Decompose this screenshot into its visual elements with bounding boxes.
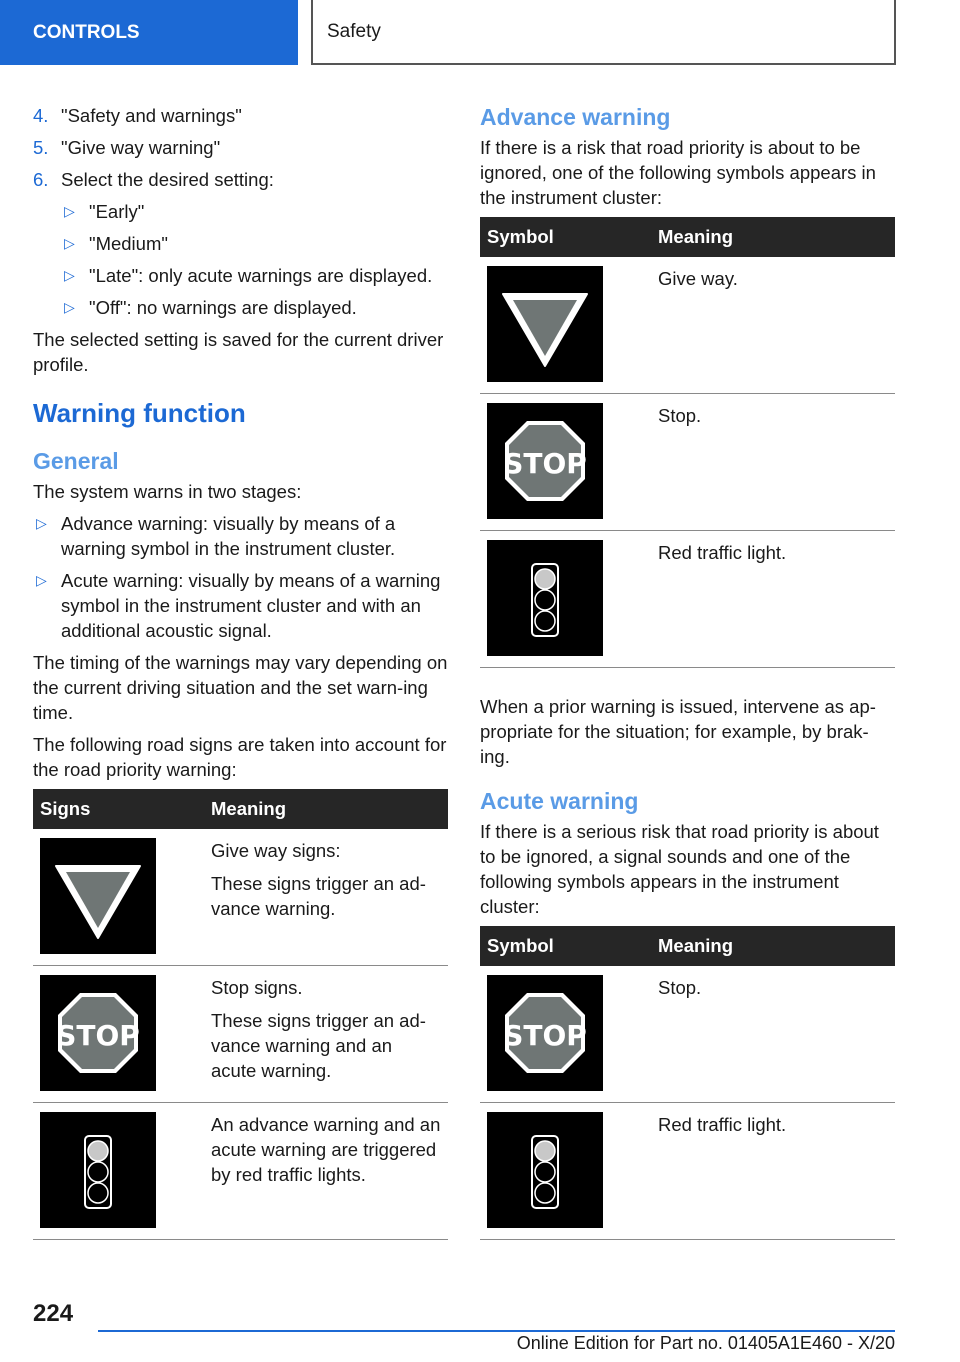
column-header: Symbol	[480, 217, 652, 257]
stage-item	[33, 511, 448, 561]
step-item	[33, 103, 448, 128]
column-header: Signs	[33, 789, 205, 829]
saved-note: The selected setting is saved for the current driver profile.	[33, 329, 444, 375]
yield-sign-icon	[40, 838, 156, 954]
setting-label: "Medium"	[89, 233, 168, 254]
acute-text: If there is a serious risk that road priority is about to be ignored, a signal sounds and one of the following symbols appears in the instrument cluster:	[480, 821, 879, 917]
page-title: Safety	[311, 0, 896, 65]
section-heading: Warning function	[33, 398, 246, 428]
setting-label: "Off": no warnings are displayed.	[89, 297, 357, 318]
subsection-heading: General	[33, 448, 119, 474]
bullet-triangle-icon: ▷	[64, 299, 75, 315]
page-number: 224	[33, 1300, 74, 1327]
table-header-row	[480, 926, 895, 966]
yield-sign-icon	[487, 266, 603, 382]
meaning-text: These signs trigger an ad-vance warning and an acute warning.	[211, 1010, 426, 1081]
table-row	[480, 966, 895, 1103]
table-row	[480, 257, 895, 394]
stage-item	[33, 568, 448, 643]
subsection-heading: Advance warning	[480, 104, 671, 130]
column-header: Meaning	[652, 926, 895, 966]
meaning-text: Stop signs.	[211, 977, 303, 998]
meaning-text: Give way signs:	[211, 840, 341, 861]
step-number: 5.	[33, 137, 49, 158]
step-text: "Give way warning"	[61, 137, 221, 158]
bullet-triangle-icon: ▷	[36, 572, 47, 588]
column-header: Symbol	[480, 926, 652, 966]
acute-warning-table	[480, 926, 895, 1240]
meaning-text: Stop.	[658, 977, 702, 998]
step-item	[33, 167, 448, 192]
traffic-light-icon	[487, 1112, 603, 1228]
setting-option	[33, 199, 448, 224]
table-header-row	[33, 789, 448, 829]
advance-text: If there is a risk that road priority is about to be ignored, one of the following symbols appears in the instrument cluster:	[480, 137, 876, 208]
footer-divider	[98, 1330, 895, 1332]
table-row	[480, 531, 895, 668]
timing-note: The timing of the warnings may vary depending on the current driving situation and the set warn-ing time.	[33, 652, 448, 723]
signs-note: The following road signs are taken into account for the road priority warning:	[33, 734, 447, 780]
subsection-heading: Acute warning	[480, 788, 639, 814]
right-column	[480, 103, 895, 1240]
column-header: Meaning	[652, 217, 895, 257]
step-text: Select the desired setting:	[61, 169, 274, 190]
left-column	[33, 103, 448, 1240]
setting-option	[33, 263, 448, 288]
meaning-text: These signs trigger an ad-vance warning.	[211, 873, 426, 919]
meaning-text: An advance warning and an acute warning are triggered by red traffic lights.	[211, 1114, 441, 1185]
section-tab: CONTROLS	[0, 0, 298, 65]
step-item	[33, 135, 448, 160]
svg-text:STOP: STOP	[503, 1019, 587, 1052]
table-row	[33, 966, 448, 1103]
step-number: 6.	[33, 169, 49, 190]
table-row	[480, 394, 895, 531]
meaning-text: Give way.	[658, 268, 738, 289]
intervene-text: When a prior warning is issued, intervene as ap-propriate for the situation; for example, by brak-ing.	[480, 696, 876, 767]
svg-text:STOP: STOP	[503, 447, 587, 480]
edition-note: Online Edition for Part no. 01405A1E460 - X/20	[516, 1333, 895, 1353]
meaning-text: Stop.	[658, 405, 702, 426]
bullet-triangle-icon: ▷	[64, 203, 75, 219]
traffic-light-icon	[40, 1112, 156, 1228]
table-row	[33, 1103, 448, 1240]
table-header-row	[480, 217, 895, 257]
setting-label: "Late": only acute warnings are displayed.	[89, 265, 433, 286]
stop-sign-icon	[487, 403, 603, 519]
column-header: Meaning	[205, 789, 448, 829]
setting-label: "Early"	[89, 201, 145, 222]
svg-text:STOP: STOP	[56, 1019, 140, 1052]
table-row	[33, 829, 448, 966]
setting-option	[33, 295, 448, 320]
advance-warning-table	[480, 217, 895, 668]
stop-sign-icon	[487, 975, 603, 1091]
stop-sign-icon	[40, 975, 156, 1091]
step-number: 4.	[33, 105, 49, 126]
setting-option	[33, 231, 448, 256]
meaning-text: Red traffic light.	[658, 542, 787, 563]
stage-text: Advance warning: visually by means of a warning symbol in the instrument cluster.	[61, 513, 396, 559]
step-text: "Safety and warnings"	[61, 105, 242, 126]
traffic-light-icon	[487, 540, 603, 656]
bullet-triangle-icon: ▷	[64, 267, 75, 283]
intro-text: The system warns in two stages:	[33, 481, 302, 502]
meaning-text: Red traffic light.	[658, 1114, 787, 1135]
signs-table	[33, 789, 448, 1240]
bullet-triangle-icon: ▷	[64, 235, 75, 251]
stage-text: Acute warning: visually by means of a warning symbol in the instrument cluster and with an additional acoustic signal.	[61, 570, 441, 641]
bullet-triangle-icon: ▷	[36, 515, 47, 531]
table-row	[480, 1103, 895, 1240]
